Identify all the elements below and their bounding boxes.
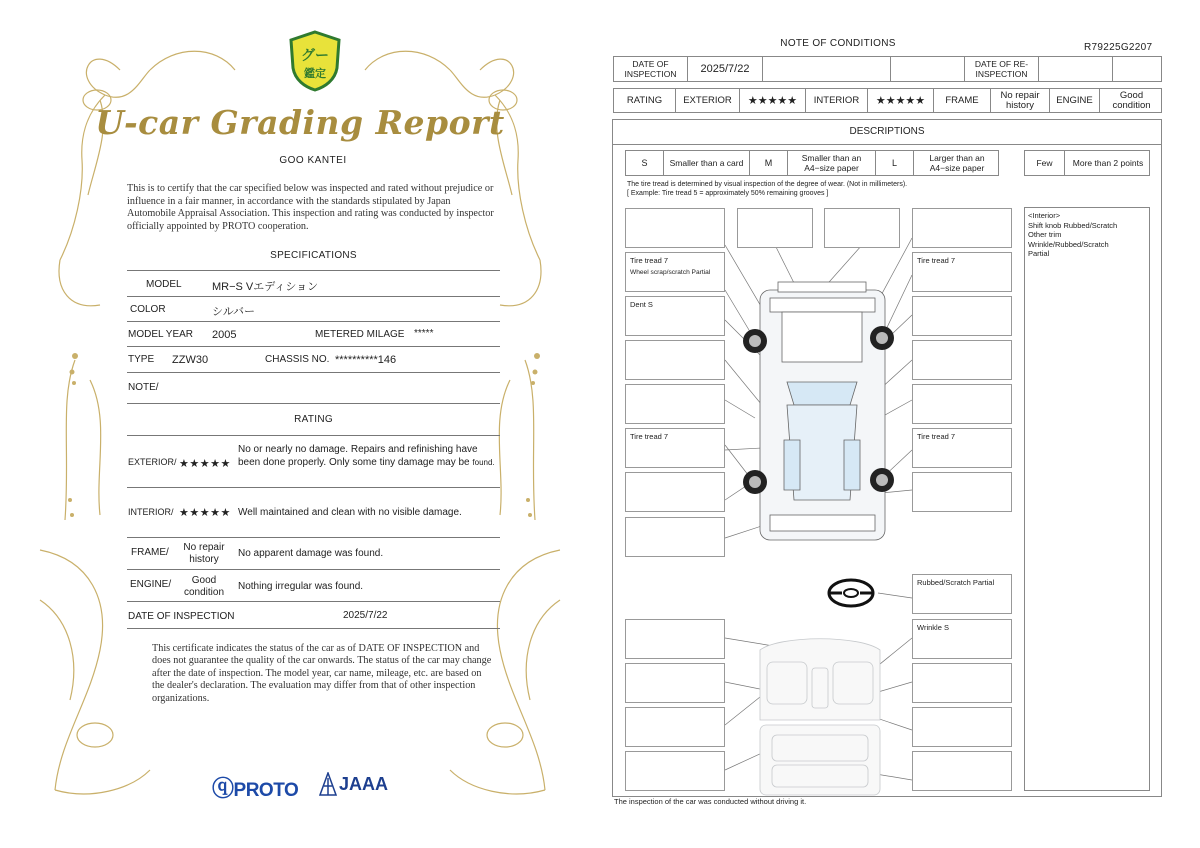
interior-label: INTERIOR/ [128, 507, 174, 517]
color-value: シルバー [212, 306, 255, 318]
svg-text:グー: グー [301, 48, 329, 64]
model-year-value: 2005 [212, 329, 237, 341]
note-label: NOTE/ [128, 382, 159, 393]
tread-note-line1: The tire tread is determined by visual inspection of the degree of wear. (Not in millimeters). [627, 181, 908, 188]
divider [127, 270, 500, 271]
note-box [625, 707, 725, 747]
divider [127, 346, 500, 347]
legend-l-text: Larger than an A4−size paper [929, 153, 985, 173]
empty-cell [763, 57, 891, 81]
divider [127, 569, 500, 570]
exterior-label: EXTERIOR [676, 89, 740, 112]
note-box [912, 340, 1012, 380]
interior-description: Well maintained and clean with no visible damage. [238, 507, 462, 518]
exterior-stars: ★★★★★ [740, 89, 806, 112]
interior-notes-panel [1024, 207, 1150, 791]
rating-label: RATING [614, 89, 676, 112]
proto-logo-text: PROTO [233, 780, 299, 801]
divider [127, 403, 500, 404]
type-value: ZZW30 [172, 354, 209, 366]
note-steering: Rubbed/Scratch Partial [917, 578, 995, 587]
interior-note-line: Other trim [1028, 230, 1062, 240]
legend-l-code: L [876, 151, 914, 175]
metered-milage-value: ***** [414, 328, 434, 339]
report-id: R79225G2207 [1084, 42, 1153, 53]
certificate-subtitle: GOO KANTEI [279, 155, 347, 166]
interior-note-line: Wrinkle/Rubbed/Scratch [1028, 239, 1109, 249]
note-box [912, 751, 1012, 791]
rating-heading: RATING [294, 414, 333, 425]
legend-m-text: Smaller than an A4−size paper [788, 151, 876, 175]
tread-note-line2: [ Example: Tire tread 5 = approximately 50% remaining grooves ] [627, 190, 829, 197]
note-box [625, 517, 725, 557]
interior-label: INTERIOR [806, 89, 868, 112]
jaaa-emblem-icon [319, 772, 337, 796]
note-left-front-wheel: Wheel scrap/scratch Partial [630, 269, 711, 276]
specifications-heading: SPECIFICATIONS [270, 250, 357, 261]
exterior-label: EXTERIOR/ [128, 457, 177, 467]
divider [127, 487, 500, 488]
date-of-inspection-label: DATE OF INSPECTION [614, 57, 688, 81]
note-left-front-tire: Tire tread 7 [630, 256, 669, 265]
conditions-title: NOTE OF CONDITIONS [780, 38, 896, 49]
legend-few-text: More than 2 points [1072, 158, 1144, 168]
note-box [824, 208, 900, 248]
note-left-rear-tire: Tire tread 7 [630, 432, 669, 441]
note-box-left-dent [625, 296, 725, 336]
legend-s-text: Smaller than a card [664, 151, 750, 175]
divider [127, 372, 500, 373]
note-box [625, 340, 725, 380]
empty-cell [1039, 57, 1113, 81]
note-box [912, 472, 1012, 512]
note-box-left-front-tire [625, 252, 725, 292]
certificate-intro: This is to certify that the car specified below was inspected and rated without prejudice or influence in a fair manner, in accordance with the standards stipulated by Japan Automobile Appraisal Association. This inspection and rating was conducted by inspector officially appointed by PROTO cooperation. [127, 183, 494, 232]
date-label: DATE OF INSPECTION [128, 611, 235, 622]
legend-few-code: Few [1025, 151, 1065, 175]
frame-description: No apparent damage was found. [238, 548, 384, 559]
engine-label: ENGINE [1050, 89, 1100, 112]
exterior-description [238, 444, 498, 469]
exterior-description-text: No or nearly no damage. Repairs and refinishing have been done properly. Only some tiny damage may be [238, 444, 478, 468]
divider [127, 435, 500, 436]
few-legend [1024, 150, 1150, 176]
interior-note-line: Shift knob Rubbed/Scratch [1028, 220, 1118, 230]
engine-value: Good condition [183, 575, 225, 598]
empty-cell [1113, 57, 1163, 81]
chassis-value: **********146 [335, 354, 397, 366]
interior-stars: ★★★★★ [179, 507, 231, 519]
legend-m-code: M [750, 151, 788, 175]
goo-kantei-badge-icon [287, 30, 343, 92]
note-left-dent: Dent S [630, 300, 653, 309]
certificate-footer: This certificate indicates the status of the car as of DATE OF INSPECTION and does not guarantee the quality of the car onwards. The status of the car may change after the date of inspection. The model year, car name, mileage, etc. are based on the dealer's declaration. The evaluation may differ from that of other inspection organizations. [152, 643, 492, 704]
divider [127, 296, 500, 297]
note-interior-right: Wrinkle S [917, 623, 949, 632]
type-label: TYPE [128, 354, 155, 365]
empty-cell [891, 57, 965, 81]
note-box [625, 208, 725, 248]
note-box [737, 208, 813, 248]
rating-row [613, 88, 1162, 113]
model-value: MR−S Vエディション [212, 281, 319, 293]
engine-value: Good condition [1112, 89, 1151, 111]
certificate-title: U-car Grading Report [95, 103, 505, 142]
note-right-front-tire: Tire tread 7 [917, 256, 956, 265]
divider [127, 537, 500, 538]
jaaa-logo: JAAA [339, 774, 389, 794]
date-of-reinspection-label: DATE OF RE-INSPECTION [965, 57, 1039, 81]
exterior-description-small: found. [472, 457, 495, 467]
date-of-inspection-value: 2025/7/22 [688, 57, 763, 81]
frame-label: FRAME [934, 89, 991, 112]
metered-milage-label: METERED MILAGE [315, 329, 405, 340]
note-box [625, 619, 725, 659]
inspection-date-row [613, 56, 1162, 82]
color-label: COLOR [130, 304, 166, 315]
model-label: MODEL [146, 279, 182, 290]
frame-value: No repair history [991, 89, 1050, 112]
size-legend [625, 150, 999, 176]
note-box [912, 663, 1012, 703]
note-box [625, 384, 725, 424]
interior-notes-list [1025, 208, 1149, 259]
note-box [912, 296, 1012, 336]
interior-note-line: Partial [1028, 249, 1050, 259]
frame-value: No repair history [183, 542, 225, 565]
legend-s-code: S [626, 151, 664, 175]
divider [127, 321, 500, 322]
note-box [912, 707, 1012, 747]
interior-stars: ★★★★★ [868, 89, 934, 112]
note-box [912, 384, 1012, 424]
exterior-stars: ★★★★★ [179, 458, 231, 470]
frame-label: FRAME/ [131, 547, 169, 558]
engine-label: ENGINE/ [130, 579, 172, 590]
note-box [625, 472, 725, 512]
note-box [625, 663, 725, 703]
model-year-label: MODEL YEAR [128, 329, 194, 340]
proto-logo: ⓠPROTO [212, 776, 299, 801]
inspection-footnote: The inspection of the car was conducted without driving it. [614, 797, 807, 806]
note-box-steering [912, 574, 1012, 614]
date-value: 2025/7/22 [343, 610, 388, 621]
note-box [625, 751, 725, 791]
interior-note-line: <Interior> [1028, 211, 1061, 220]
note-box-right-front-tire [912, 252, 1012, 292]
note-box-right-rear-tire [912, 428, 1012, 468]
note-box-left-rear-tire [625, 428, 725, 468]
divider [127, 628, 500, 629]
svg-text:鑑定: 鑑定 [304, 67, 326, 80]
tread-note [627, 180, 907, 198]
note-box [912, 208, 1012, 248]
footer-logos [212, 770, 402, 800]
engine-description: Nothing irregular was found. [238, 581, 364, 592]
note-right-rear-tire: Tire tread 7 [917, 432, 956, 441]
divider [127, 601, 500, 602]
note-box-interior-right [912, 619, 1012, 659]
chassis-label: CHASSIS NO. [265, 354, 330, 365]
descriptions-title: DESCRIPTIONS [849, 126, 925, 137]
